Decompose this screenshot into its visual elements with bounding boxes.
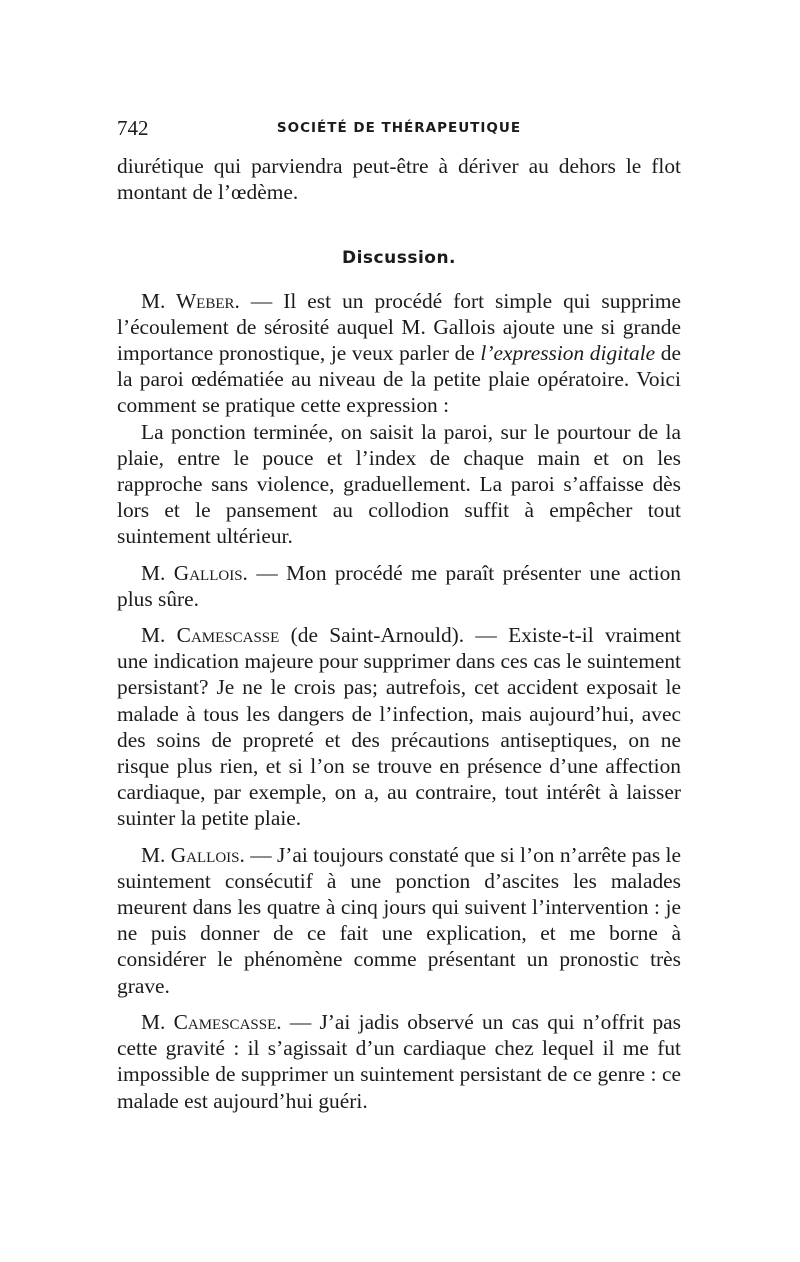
paragraph-gallois-2 bbox=[117, 842, 681, 999]
speaker-name: M. Camescasse. bbox=[141, 1009, 282, 1034]
paragraph-gallois-1 bbox=[117, 560, 681, 612]
paragraph-text: de la paroi œdématiée au niveau de la petite plaie opératoire. Voici comment se pratique cette expression : bbox=[117, 341, 681, 418]
emphasis-text: l’expression digitale bbox=[480, 341, 656, 366]
running-title: SOCIÉTÉ DE THÉRAPEUTIQUE bbox=[276, 120, 522, 136]
speaker-name: M. Gallois. bbox=[141, 842, 245, 867]
speaker-name: M. Camescasse bbox=[141, 623, 280, 648]
page-body bbox=[117, 153, 681, 1114]
paragraph-text: — Mon procédé me paraît présenter une action plus sûre. bbox=[117, 560, 681, 611]
paragraph-weber bbox=[117, 288, 681, 419]
paragraph-text: — J’ai toujours constaté que si l’on n’arrête pas le suintement consécutif à une ponction d’ascites les malades meurent dans les quatre à cinq jours qui suivent l’intervention : je ne puis donner de ce fait une explication, et me borne à considérer le phénomène comme présentant un pronostic très grave. bbox=[117, 842, 681, 998]
paragraph-camescasse-1 bbox=[117, 622, 681, 832]
paragraph-text: (de Saint-Arnould). — Existe-t-il vraiment une indication majeure pour supprimer dans ces cas le suintement persistant? Je ne le crois pas; autrefois, cet accident exposait le malade à tous les dangers de l’infection, mais aujourd’hui, avec des soins de propreté et des précautions antiseptiques, on ne risque plus rien, et si l’on se trouve en présence d’une affection cardiaque, par exemple, on a, au contraire, tout intérêt à laisser suinter la petite plaie. bbox=[117, 623, 682, 831]
section-title: Discussion. bbox=[341, 248, 457, 269]
opening-paragraph: diurétique qui parviendra peut-être à dériver au dehors le flot montant de l’œdème. bbox=[117, 154, 681, 205]
paragraph-text: — J’ai jadis observé un cas qui n’offrit pas cette gravité : il s’agissait d’un cardiaque chez lequel il me fut impossible de supprimer un suintement persistant de ce genre : ce malade est aujourd’hui guéri. bbox=[117, 1009, 681, 1113]
page-header bbox=[117, 116, 681, 146]
paragraph-camescasse-2 bbox=[117, 1009, 681, 1114]
paragraph-procedure: La ponction terminée, on saisit la paroi, sur le pourtour de la plaie, entre le pouce et l’index de chaque main et on les rapproche sans violence, graduellement. La paroi s’affaisse dès lors et le pansement au collodion suffit à empêcher tout suintement ultérieur. bbox=[117, 419, 681, 549]
page-number: 742 bbox=[117, 116, 149, 140]
speaker-name: M. Weber. bbox=[141, 288, 240, 313]
paragraph-text: — Il est un procédé fort simple qui supprime l’écoulement de sérosité auquel M. Gallois ajoute une si grande importance pronostique, je veux parler de bbox=[117, 288, 682, 366]
speaker-name: M. Gallois. bbox=[141, 560, 248, 585]
